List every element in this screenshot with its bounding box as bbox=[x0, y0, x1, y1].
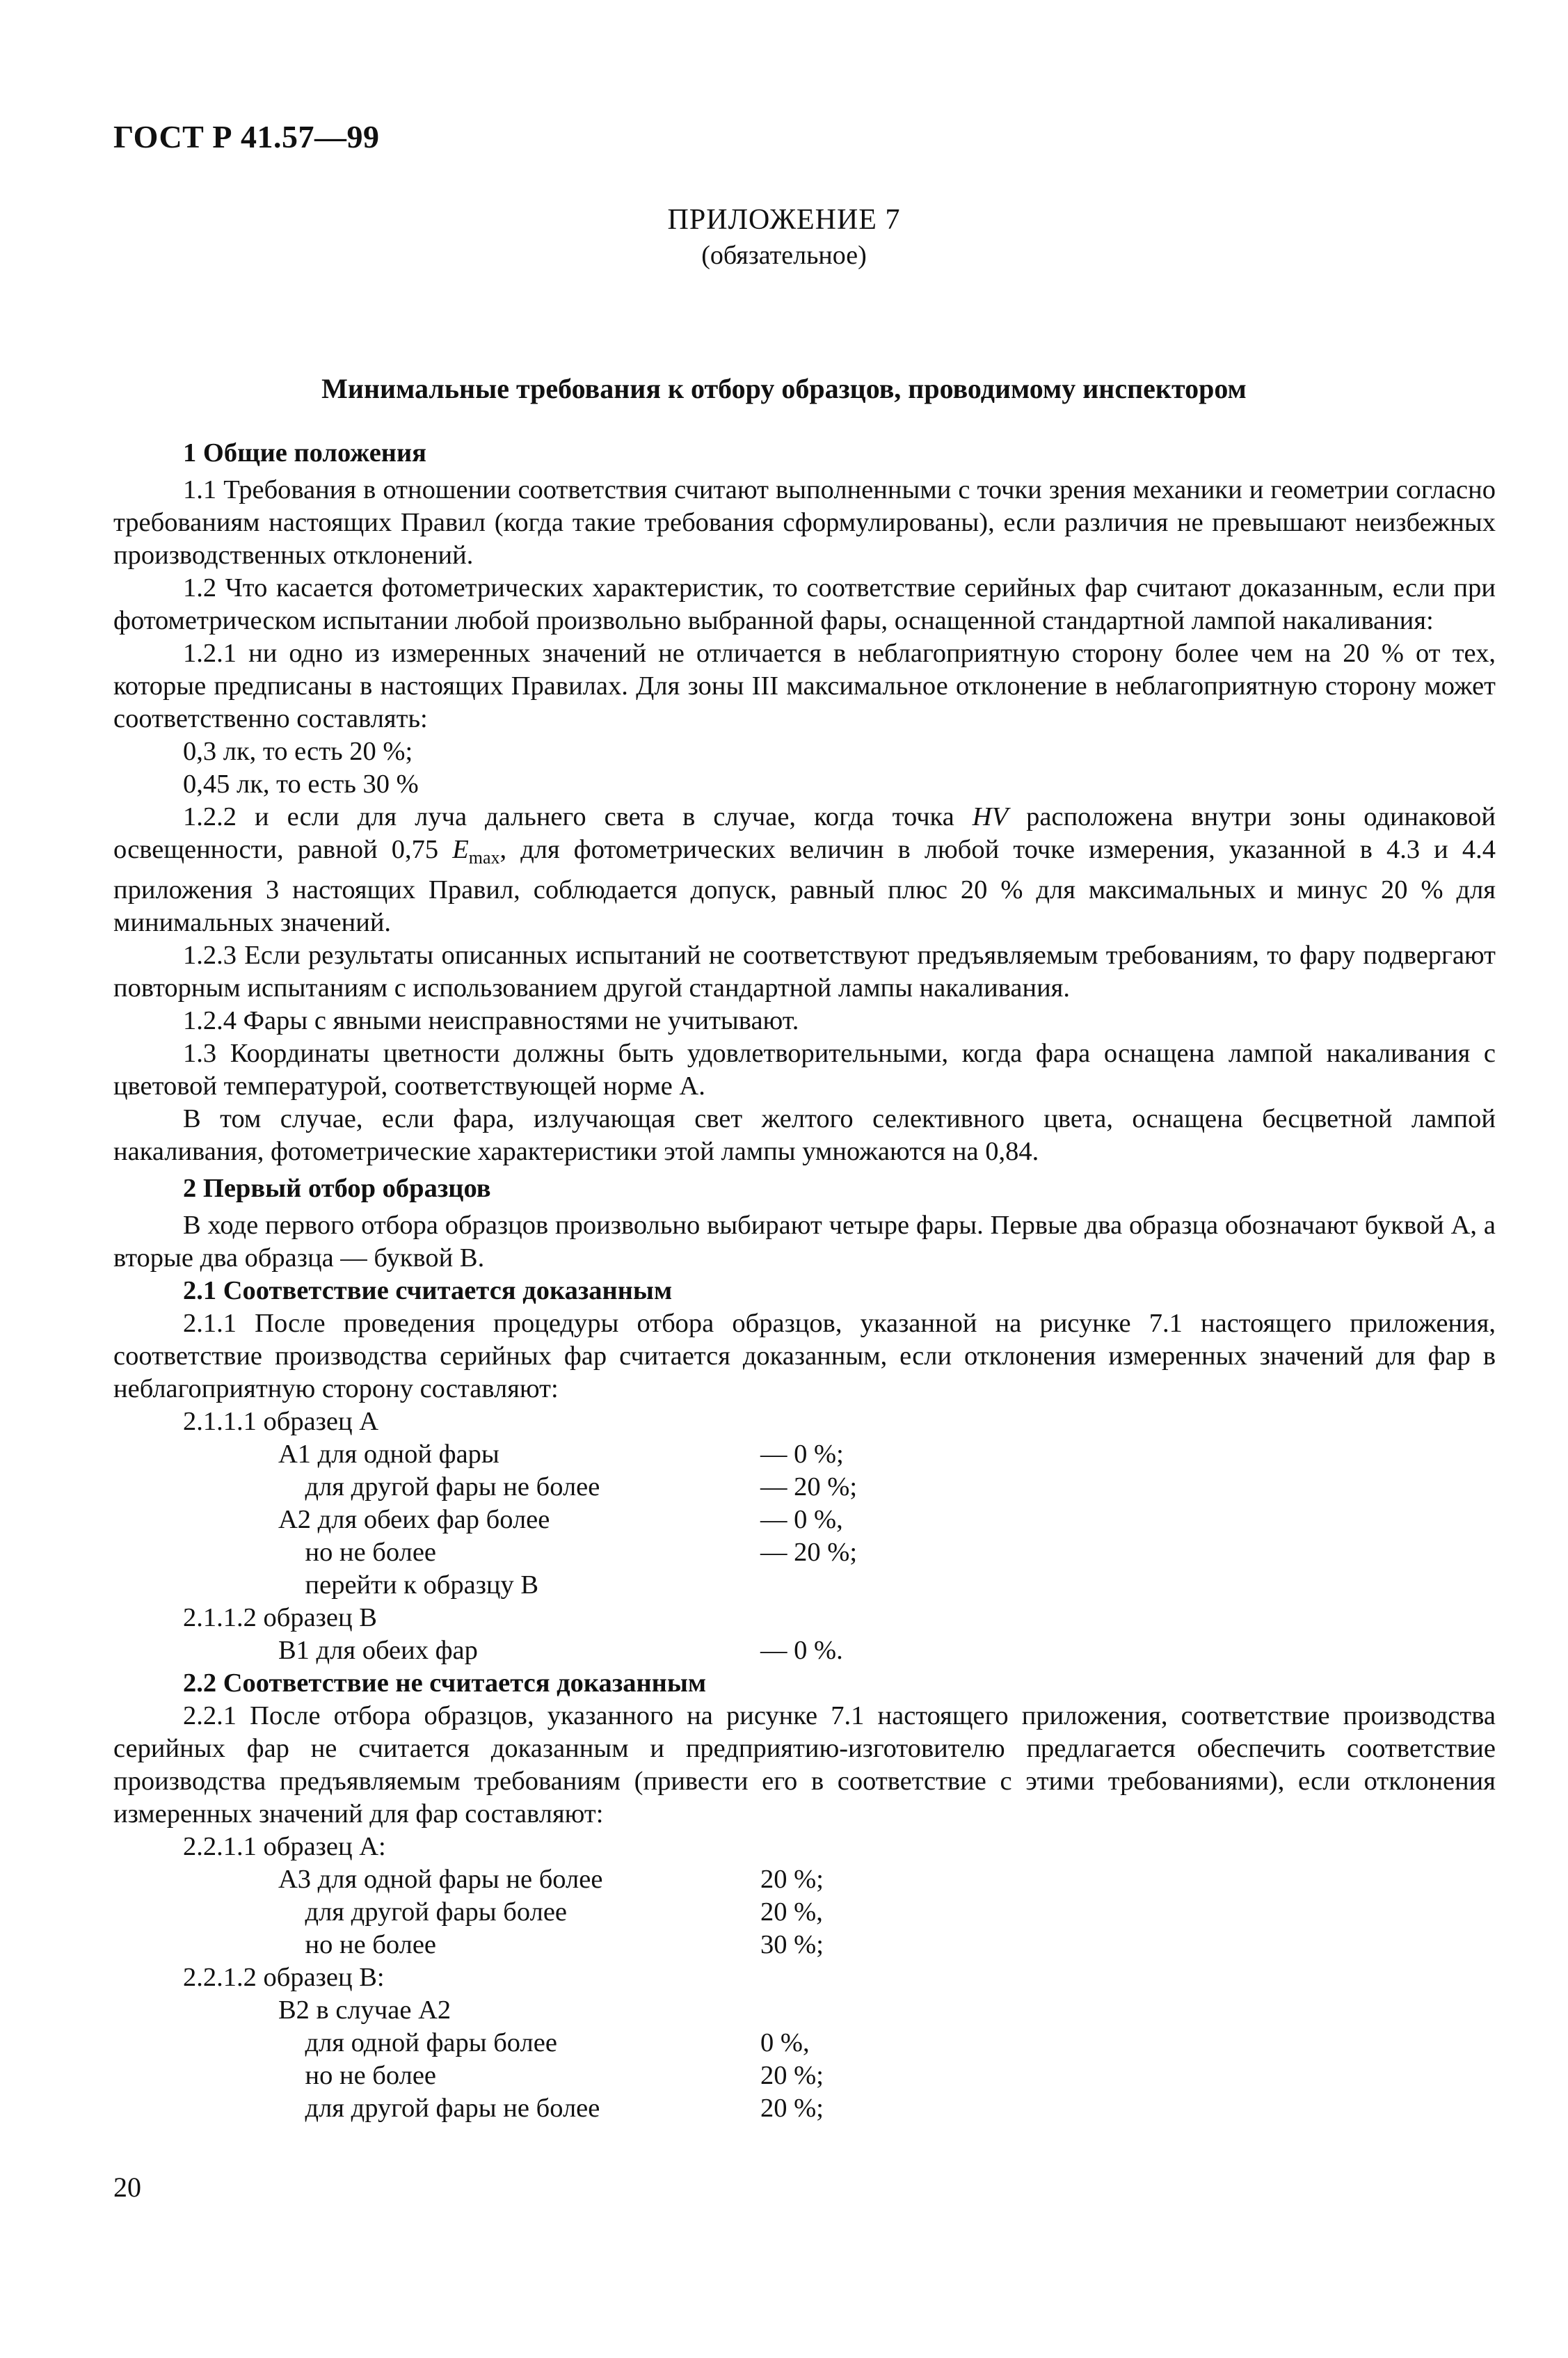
appendix-status: (обязательное) bbox=[701, 241, 867, 270]
list-row-value: 0 %, bbox=[760, 2028, 810, 2057]
list-row bbox=[113, 1929, 1496, 1961]
list-row bbox=[113, 1634, 1496, 1667]
paragraph-1-2-2 bbox=[113, 801, 1496, 939]
list-row-label: 2.2.1.2 образец В: bbox=[183, 1963, 385, 1992]
list-row-value: 30 %; bbox=[760, 1930, 824, 1959]
list-row bbox=[113, 1504, 1496, 1536]
list-row-item: но не более bbox=[278, 2061, 437, 2090]
deviation-line-2: 0,45 лк, то есть 30 % bbox=[183, 770, 419, 799]
list-row bbox=[113, 1831, 1496, 1863]
list-row bbox=[113, 1863, 1496, 1896]
list-row-item: но не более bbox=[278, 1930, 437, 1959]
list-row-value: 20 %; bbox=[760, 2061, 824, 2090]
list-row-value: — 0 %; bbox=[760, 1440, 844, 1469]
paragraph-2-2-1: 2.2.1 После отбора образцов, указанного на рисунке 7.1 настоящего приложения, соответствие производства серийных фар не считается доказанным и предприятию-изготовителю предлагается обеспечить соответствие производства предъявляемым требованиям (привести его в соответствие с этими требованиями), если отклонения измеренных значений для фар составляют: bbox=[113, 1701, 1496, 1829]
list-row-value: — 0 %. bbox=[760, 1636, 843, 1665]
point-hv: HV bbox=[972, 802, 1009, 831]
paragraph-1-3-b: В том случае, если фара, излучающая свет желтого селективного цвета, оснащена бесцветной лампой накаливания, фотометрические характеристики этой лампы умножаются на 0,84. bbox=[113, 1104, 1496, 1166]
subsection-heading-2-2: 2.2 Соответствие не считается доказанным bbox=[183, 1668, 707, 1698]
paragraph-1-2-2-part-b: расположена внутри зоны одинаковой освещенности, равной 0,75 bbox=[113, 802, 1496, 864]
list-row bbox=[113, 1438, 1496, 1471]
list-row-item: А1 для одной фары bbox=[278, 1440, 499, 1469]
list-row bbox=[113, 1602, 1496, 1634]
list-row-label: 2.2.1.1 образец А: bbox=[183, 1832, 386, 1861]
list-row bbox=[113, 1961, 1496, 1994]
list-row-item: но не более bbox=[278, 1538, 437, 1567]
document-body bbox=[113, 433, 1496, 2125]
list-row-value: 20 %; bbox=[760, 2094, 824, 2123]
list-2-2-1 bbox=[113, 1831, 1496, 2125]
list-row-label: 2.1.1.1 образец А bbox=[183, 1407, 379, 1436]
subsection-heading-2-1: 2.1 Соответствие считается доказанным bbox=[183, 1276, 673, 1305]
list-row-item: для другой фары не более bbox=[278, 2094, 600, 2123]
paragraph-1-3: 1.3 Координаты цветности должны быть удовлетворительными, когда фара оснащена лампой накаливания с цветовой температурой, соответствующей норме А. bbox=[113, 1039, 1496, 1101]
list-row-value: — 0 %, bbox=[760, 1505, 843, 1534]
list-row bbox=[113, 1471, 1496, 1504]
list-row bbox=[113, 2060, 1496, 2092]
deviation-line-1: 0,3 лк, то есть 20 %; bbox=[183, 737, 413, 766]
list-row-item: для одной фары более bbox=[278, 2028, 557, 2057]
list-row bbox=[113, 1896, 1496, 1929]
list-row-item: для другой фары более bbox=[278, 1897, 568, 1927]
paragraph-1-2-2-part-c: , для фотометрических величин в любой точке измерения, указанной в 4.3 и 4.4 приложения 3 настоящих Правил, соблюдается допуск, равный плюс 20 % для максимальных и минус 20 % для минимальных значений. bbox=[113, 835, 1496, 937]
standard-code: ГОСТ Р 41.57—99 bbox=[113, 119, 380, 154]
paragraph-1-2: 1.2 Что касается фотометрических характеристик, то соответствие серийных фар считают доказанным, если при фотометрическом испытании любой произвольно выбранной фары, оснащенной стандартной лампой накаливания: bbox=[113, 573, 1496, 635]
list-row bbox=[113, 1994, 1496, 2027]
paragraph-1-2-2-part-a: 1.2.2 и если для луча дальнего света в случае, когда точка bbox=[183, 802, 954, 831]
paragraph-1-2-1: 1.2.1 ни одно из измеренных значений не отличается в неблагоприятную сторону более чем на 20 % от тех, которые предписаны в настоящих Правилах. Для зоны III максимальное отклонение в неблагоприятную сторону может соответственно составлять: bbox=[113, 639, 1496, 733]
section-heading-1: 1 Общие положения bbox=[183, 438, 426, 468]
list-row bbox=[113, 1536, 1496, 1569]
list-row-item: В2 в случае А2 bbox=[278, 1995, 451, 2025]
section-heading-2: 2 Первый отбор образцов bbox=[183, 1174, 491, 1203]
appendix-title: ПРИЛОЖЕНИЕ 7 bbox=[667, 204, 901, 236]
list-row-value: — 20 %; bbox=[760, 1538, 858, 1567]
list-row-item: А3 для одной фары не более bbox=[278, 1865, 603, 1894]
list-row bbox=[113, 1405, 1496, 1438]
paragraph-2: В ходе первого отбора образцов произвольно выбирают четыре фары. Первые два образца обозначают буквой А, а вторые два образца — буквой В. bbox=[113, 1211, 1496, 1273]
list-row-item: перейти к образцу В bbox=[278, 1570, 539, 1600]
paragraph-1-1: 1.1 Требования в отношении соответствия считают выполненными с точки зрения механики и геометрии согласно требованиям настоящих Правил (когда такие требования сформулированы), если различия не превышают неизбежных производственных отклонений. bbox=[113, 475, 1496, 570]
list-row-label: 2.1.1.2 образец В bbox=[183, 1603, 377, 1632]
max-subscript: max bbox=[468, 847, 500, 868]
main-heading: Минимальные требования к отбору образцов, проводимому инспектором bbox=[321, 373, 1247, 404]
list-row-value: — 20 %; bbox=[760, 1472, 858, 1501]
list-row bbox=[113, 2027, 1496, 2060]
e-symbol: E bbox=[452, 835, 469, 864]
list-row-value: 20 %, bbox=[760, 1897, 823, 1927]
list-row-value: 20 %; bbox=[760, 1865, 824, 1894]
list-2-1-1 bbox=[113, 1405, 1496, 1667]
list-row-item: А2 для обеих фар более bbox=[278, 1505, 550, 1534]
list-row bbox=[113, 2092, 1496, 2125]
paragraph-2-1-1: 2.1.1 После проведения процедуры отбора образцов, указанной на рисунке 7.1 настоящего приложения, соответствие производства серийных фар считается доказанным, если отклонения измеренных значений для фар в неблагоприятную сторону составляют: bbox=[113, 1309, 1496, 1403]
list-row-item: для другой фары не более bbox=[278, 1472, 600, 1501]
paragraph-1-2-4: 1.2.4 Фары с явными неисправностями не учитывают. bbox=[183, 1006, 799, 1035]
paragraph-1-2-3: 1.2.3 Если результаты описанных испытаний не соответствуют предъявляемым требованиям, то фару подвергают повторным испытаниям с использованием другой стандартной лампы накаливания. bbox=[113, 941, 1496, 1003]
list-row bbox=[113, 1569, 1496, 1602]
page-number: 20 bbox=[113, 2172, 141, 2203]
list-row-item: В1 для обеих фар bbox=[278, 1636, 478, 1665]
